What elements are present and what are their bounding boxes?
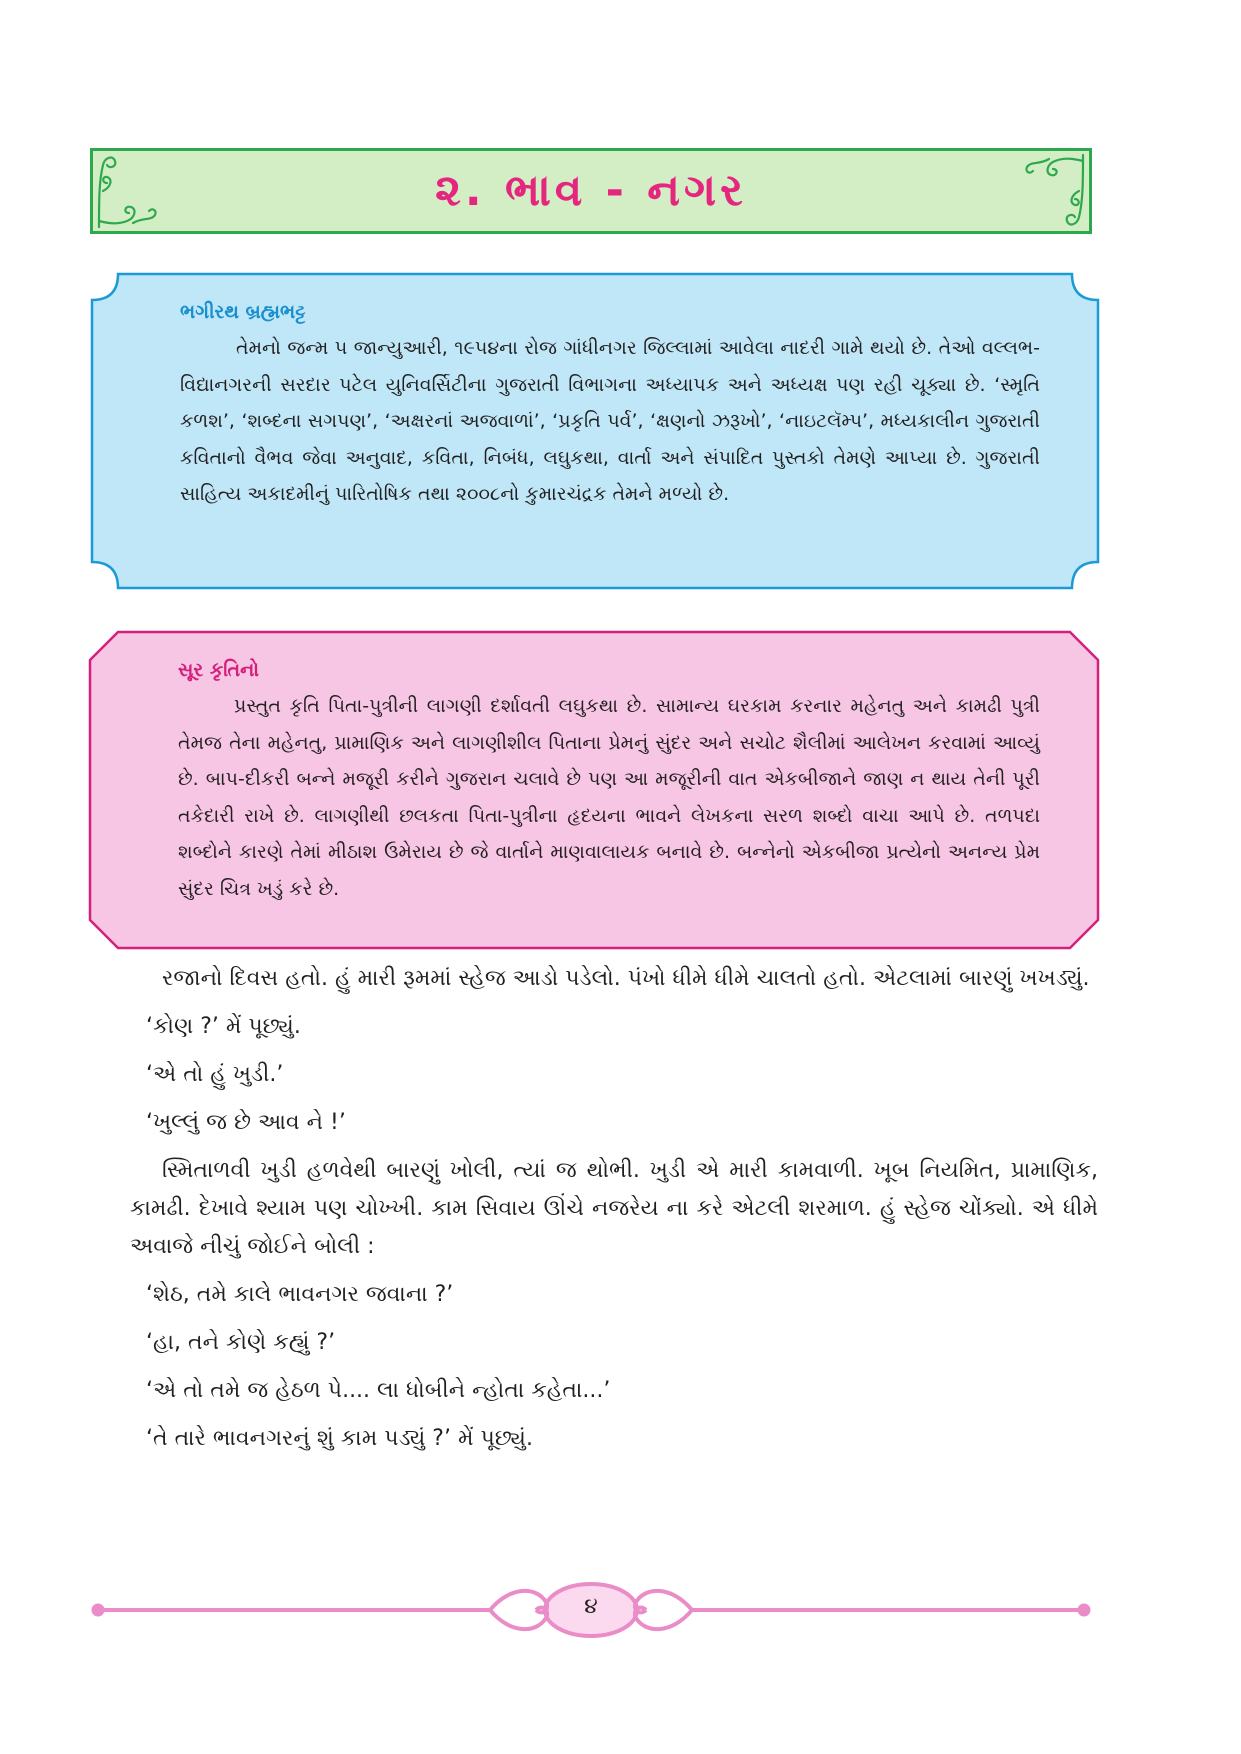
story-paragraph: રજાનો દિવસ હતો. હું મારી રૂમમાં સ્હેજ આડો પડેલો. પંખો ધીમે ધીમે ચાલતો હતો. એટલામાં બારણું ખખડ્યું.: [162, 966, 1090, 991]
author-bio-text: તેમનો જન્મ ૫ જાન્યુઆરી, ૧૯૫૪ના રોજ ગાંધીનગર જિલ્લામાં આવેલા નાદરી ગામે થયો છે. તેઓ વલ્લભ-વિદ્યાનગરની સરદાર પટેલ યુનિવર્સિટીના ગુજરાતી વિભાગના અધ્યાપક અને અધ્યક્ષ પણ રહી ચૂક્યા છે. ‘સ્મૃતિ કળશ’, ‘શબ્દના સગપણ’, ‘અક્ષરનાં અજવાળાં’, ‘પ્રકૃતિ પર્વ’, ‘ક્ષણનો ઝરૂખો’, ‘નાઇટલૅમ્પ’, મધ્યકાલીન ગુજરાતી કવિતાનો વૈભવ જેવા અનુવાદ, કવિતા, નિબંધ, લઘુકથા, વાર્તા અને સંપાદિત પુસ્તકો તેમણે આપ્યા છે. ગુજરાતી સાહિત્ય અકાદમીનું પારિતોષિક તથા ૨૦૦૮નો કુમારચંદ્રક તેમને મળ્યો છે.: [180, 337, 1040, 505]
summary-heading: સૂર કૃતિનો: [178, 659, 260, 681]
dialogue-line: ‘શેઠ, તમે કાલે ભાવનગર જવાના ?’: [146, 1282, 454, 1307]
chapter-title-band: [90, 148, 1092, 234]
story-body: [130, 960, 1098, 1468]
dialogue-line: ‘એ તો હું ખુડી.’: [146, 1062, 284, 1087]
author-info-box: [90, 272, 1100, 590]
dialogue-line: ‘તે તારે ભાવનગરનું શું કામ પડ્યું ?’ મેં પૂછ્યું.: [146, 1426, 533, 1451]
dialogue-line: ‘હા, તને કોણે કહ્યું ?’: [146, 1330, 336, 1355]
dialogue-line: ‘કોણ ?’ મેં પૂછ્યું.: [146, 1014, 301, 1039]
chapter-title: ૨. ભાવ - નગર: [435, 165, 747, 216]
summary-text: પ્રસ્તુત કૃતિ પિતા-પુત્રીની લાગણી દર્શાવતી લઘુકથા છે. સામાન્ય ઘરકામ કરનાર મહેનતુ અને કામઢી પુત્રી તેમજ તેના મહેનતુ, પ્રામાણિક અને લાગણીશીલ પિતાના પ્રેમનું સુંદર અને સચોટ શૈલીમાં આલેખન કરવામાં આવ્યું છે. બાપ-દીકરી બન્ને મજૂરી કરીને ગુજરાન ચલાવે છે પણ આ મજૂરીની વાત એકબીજાને જાણ ન થાય તેની પૂરી તકેદારી રાખે છે. લાગણીથી છલકતા પિતા-પુત્રીના હૃદયના ભાવને લેખકના સરળ શબ્દો વાચા આપે છે. તળપદા શબ્દોને કારણે તેમાં મીઠાશ ઉમેરાય છે જે વાર્તાને માણવાલાયક બનાવે છે. બન્નેનો એકબીજા પ્રત્યેનો અનન્ય પ્રેમ સુંદર ચિત્ર ખડું કરે છે.: [178, 695, 1040, 900]
page-footer: [90, 1580, 1092, 1640]
summary-box: [88, 630, 1100, 950]
story-paragraph: સ્મિતાળવી ખુડી હળવેથી બારણું ખોલી, ત્યાં જ થોભી. ખુડી એ મારી કામવાળી. ખૂબ નિયમિત, પ્રામાણિક, કામઢી. દેખાવે શ્યામ પણ ચોખ્ખી. કામ સિવાય ઊંચે નજરેય ના કરે એટલી શરમાળ. હું સ્હેજ ચોંક્યો. એ ધીમે અવાજે નીચું જોઈને બોલી :: [130, 1158, 1098, 1259]
page-number: ૪: [584, 1594, 598, 1619]
dialogue-line: ‘ખુલ્લું જ છે આવ ને !’: [146, 1110, 346, 1135]
author-name-heading: ભગીરથ બ્રહ્મભટ્ટ: [180, 301, 306, 323]
dialogue-line: ‘એ તો તમે જ હેઠળ પે.... લા ધોબીને ન્હોતા કહેતા...’: [146, 1378, 611, 1403]
